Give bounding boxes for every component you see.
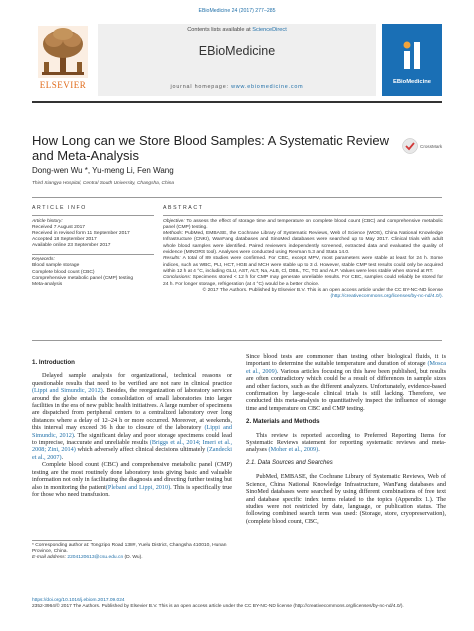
body-text: . Various articles focusing on this have been published, but results are often contradictory which could be a result of differences in sample sizes and other factors, such as the different analyzers. Unfortunately, evidence-based confirmation by large-scale clinical trials is still lacking. Therefore, we conducted this meta-analysis to quantitatively inspect the influence of storage time and temperature on CBC and CMP testing. [246,367,446,412]
keyword-item: Meta-analysis [32,282,63,288]
abstract-bottom-rule [32,340,442,341]
journal-name: EBioMedicine [198,44,276,58]
methods-text: PubMed, EMBASE, the Cochrane Library of Systematic Reviews, Web of Science (WOS), China National Knowledge Infrastructure (CNKI), WanFang databases and SinoMed databases were searched up to May 2017. Clinical trials with adult whole blood samples were identified. Paired reviewers independently screened, extracted data and evaluated the quality of evidence (MINORS tool). Analyses were conducted using Revman 5.3 and Stata 14.0. [163,231,443,256]
email-label: E-mail address: [32,555,68,561]
footnote [32,543,232,562]
homepage-line [98,84,376,90]
intro-paragraph-1 [32,372,232,461]
body-text: . [61,453,64,461]
contents-prefix: Contents lists available at [187,27,253,33]
journal-header [32,24,442,96]
license-link[interactable]: (http://creativecommons.org/licenses/by-nc-nd/4.0/). [330,294,443,300]
article-info-panel [32,205,154,288]
header-rule [32,101,442,103]
objective-label: Objective: [163,218,185,224]
results-label: Results: [163,256,181,262]
history-online: Available online 23 September 2017 [32,243,111,249]
subsection-heading: 2.1. Data Sources and Searches [246,459,333,466]
history-label: Article history: [32,218,63,224]
elsevier-wordmark: ELSEVIER [39,80,87,90]
body-text: Delayed sample analysis for organizational, technical reasons or questionable results that need to be verified are not rare in clinical practice [32,372,232,387]
history-accepted: Accepted 18 September 2017 [32,237,97,243]
keyword-item: Blood sample storage [32,263,80,269]
homepage-prefix: journal homepage: [170,84,232,90]
page-footer [32,598,442,610]
contents-line [98,27,376,33]
citation-link[interactable]: (Lippi and Simundic, 2012) [32,424,232,439]
right-paragraph-1 [246,353,446,412]
abstract-license [163,294,443,300]
body-text: Since blood tests are commoner than testing other biological fluids, it is important to determine the suitable temperature and duration of storage [246,353,446,368]
body-text: Complete blood count (CBC) and comprehensive metabolic panel (CMP) testing are the most routinely done laboratory tests giving basic and valuable information not only in facilitating the diagnosis and directing further testing but also in monitoring the patient [32,461,232,491]
abstract-rule [163,215,443,216]
history-received: Received 7 August 2017 [32,224,86,230]
citation-link[interactable]: (Plebani and Lippi, 2010) [105,483,171,491]
abstract-results [163,256,443,275]
info-top-rule [32,197,442,198]
cover-title: EBioMedicine [392,79,431,85]
doi-link[interactable]: https://doi.org/10.1016/j.ebiom.2017.09.024 [32,598,125,603]
citation-link[interactable]: (Moher et al., 2009) [268,446,319,454]
body-text: which adversely affect clinical decisions ultimately [75,446,207,454]
body-text: . This is specifically true for those who need transfusion. [32,483,232,498]
citation-link[interactable]: (Lippi and Simundic, 2012) [32,387,103,395]
body-text: . Besides, the reorganization of laboratory services around the globe entails the consolidation of small laboratories into larger facilities in the era of new public health initiatives. A large number of specimens are dispatched from peripheral centers to a centralized laboratory over long distances where a delay of 12–24 h or more occurred. Moreover, at weekends, this interval may exceed 36 h due to closure of the laboratory [32,387,233,432]
email-suffix: (D. Wu). [123,555,143,561]
author-list: Dong-wen Wu *, Yu-meng Li, Fen Wang [32,166,174,175]
conclusions-text: Specimens stored < 12 h for CMP may generate unreliable results. For CBC, samples could reliably be stored for 24 h. For longer storage, refrigeration (at 4 °C) would be a better choice. [163,275,443,287]
left-column [32,353,232,498]
crossmark-icon [402,138,418,154]
conclusions-label: Conclusions: [163,275,191,281]
history-revised: Received in revised form 11 September 2017 [32,231,130,236]
article-title: How Long can we Store Blood Samples: A Systematic Review and Meta-Analysis [32,133,389,163]
journal-cover [382,24,442,96]
intro-heading: 1. Introduction [32,359,75,366]
crossmark-label: CrossMark [420,144,443,149]
email-link[interactable]: 2204120613@csu.edu.cn [67,555,124,561]
abstract-heading: ABSTRACT [163,205,204,211]
sciencedirect-link[interactable]: ScienceDirect [252,27,287,33]
corresponding-author-note: * Corresponding author at: Tongzipo Road 138#, Yuelu District, Changsha 410010, Hunan Province, China. [32,543,227,555]
journal-reference[interactable]: EBioMedicine 24 (2017) 277–285 [198,8,276,14]
body-text: . The significant delay and poor storage specimens could lead to imprecise, inaccurate and unreliable results [32,431,233,447]
abstract-methods [163,231,443,256]
citation-link[interactable]: (Zandecki et al., 2007) [32,446,232,461]
crossmark-badge[interactable] [402,138,442,162]
abstract-panel [163,205,443,300]
keyword-item: Complete blood count (CBC) [32,269,95,275]
email-line [32,555,232,561]
methods-paragraph-1 [246,432,446,454]
footnote-rule [32,540,92,541]
homepage-link[interactable]: www.ebiomedicine.com [231,84,304,90]
journal-banner [98,24,376,96]
right-column [246,353,446,525]
abstract-objective [163,219,443,232]
intro-paragraph-2 [32,461,232,498]
article-info-heading: ARTICLE INFO [32,205,87,211]
elsevier-tree-icon [38,26,88,78]
keyword-item: Comprehensive metabolic panel (CMP) testing [32,275,134,281]
citation-link[interactable]: (Mosca et al., 2009) [246,360,446,375]
objective-text: To assess the effect of storage time and temperature on complete blood count (CBC) and comprehensive metabolic panel (CMP) testing. [163,218,443,230]
citation-link[interactable]: (Briggs et al., 2014; Imeri et al., 2008; Zini, 2014) [32,439,233,454]
methods-paragraph-2: PubMed, EMBASE, the Cochrane Library of Systematic Reviews, Web of Science, China National Knowledge Infrastructure, WanFang databases and SinoMed databases were searched by using different combinations of free text and database specific index terms related to the topics (Appendix 1.). The studies were not restricted by date, language, or publication status. The following combined search term was used: (Storage, store, cryopreservation), (complete blood count, CBC, [246,473,446,525]
abstract-conclusions [163,275,443,288]
body-text: . [318,446,320,454]
results-text: A total of 89 studies were confirmed. For CBC, except MPV, most parameters were stable at least for 24 h. Some indices, such as WBC, PLt, HCT, HGB and MCH were stable up to 3 d. However, stable CMP test results could only be acquired within 12 h at 4 °C, including GLU, AST, ALT, Na, ALB, Cl, DBIL, TC, TG and ALP. Values were less stable when stored at RT. [163,256,443,274]
elsevier-logo [32,24,94,96]
footer-license: 2352-3964/© 2017 The Authors. Published by Elsevier B.V. This is an open access article under the CC BY-NC-ND license (http://creativecommons.org/licenses/by-nc-nd/4.0/). [32,604,404,610]
methods-label: Methods: [163,231,184,237]
keywords-rule [32,254,154,255]
article-info-rule [32,215,154,216]
affiliation: Third Xiangya Hospital, Central South University, Changsha, China [32,181,175,186]
methods-heading: 2. Materials and Methods [246,418,320,426]
copyright-text: © 2017 The Authors. Published by Elsevier B.V. This is an open access article under the CC BY-NC-ND license [202,287,443,293]
cover-emblem-icon [400,40,424,72]
keywords-label: Keywords: [32,257,55,263]
body-text: This review is reported according to Preferred Reporting Items for Systematic Reviews statement for reporting systematic reviews and meta-analyses [246,431,446,454]
